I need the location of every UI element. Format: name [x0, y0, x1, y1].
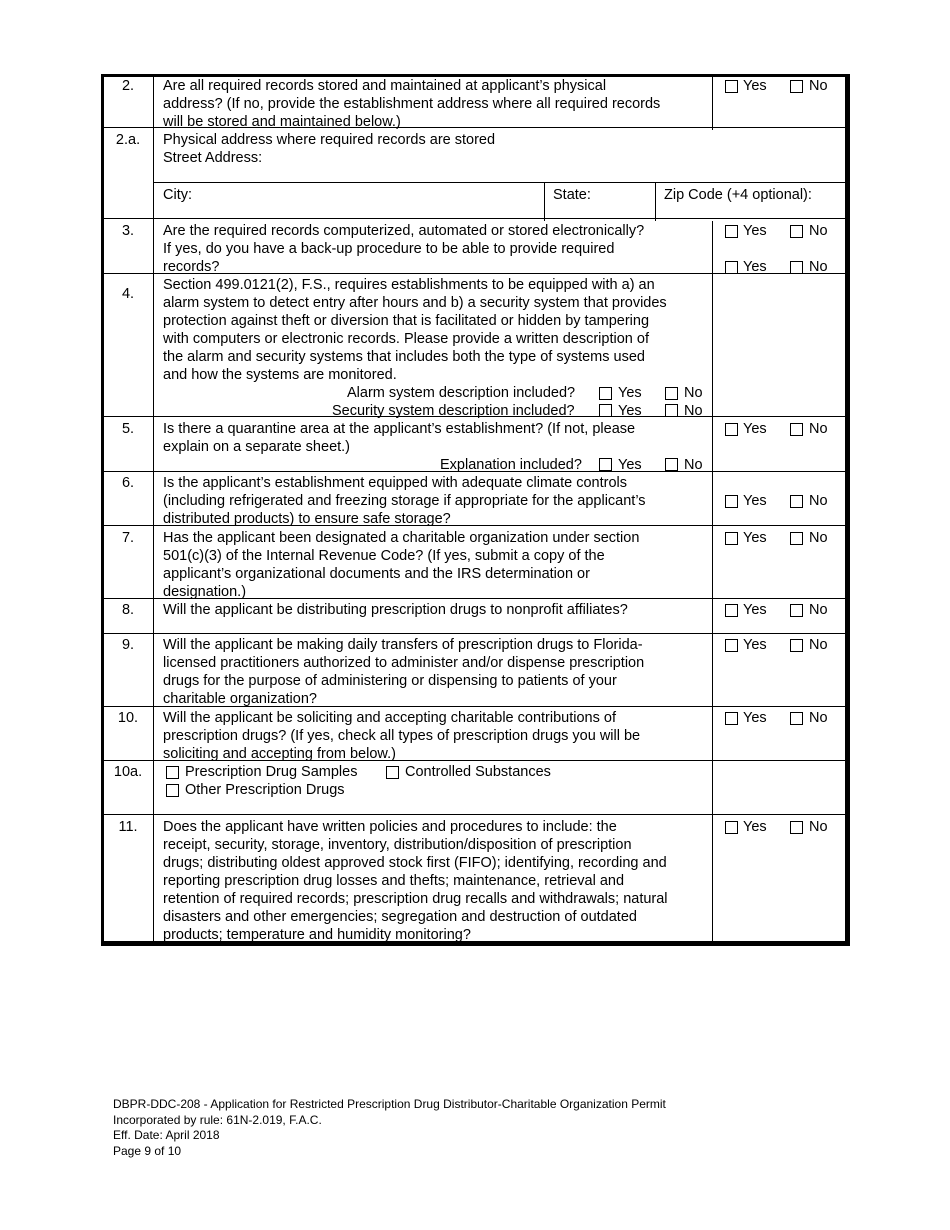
question-text: soliciting and accepting from below.): [163, 746, 396, 762]
no-checkbox[interactable]: [790, 639, 803, 652]
row-number: 8.: [121, 602, 135, 618]
zip-label: Zip Code (+4 optional):: [664, 187, 812, 203]
no-checkbox[interactable]: [790, 821, 803, 834]
question-text: alarm system to detect entry after hours and b) a security system that provides: [163, 295, 667, 311]
question-text: drugs; distributing oldest approved stock first (FIFO); identifying, recording and: [163, 855, 667, 871]
question-text: prescription drugs? (If yes, check all types of prescription drugs you will be: [163, 728, 641, 744]
row-number: 4.: [121, 286, 135, 302]
row-number: 2.a.: [115, 132, 141, 148]
samples-label: Prescription Drug Samples: [185, 764, 358, 780]
row-divider: [104, 814, 845, 815]
row-number: 2.: [121, 78, 135, 94]
no-label: No: [809, 637, 828, 653]
question-text: Will the applicant be soliciting and accepting charitable contributions of: [163, 710, 616, 726]
question-text: Does the applicant have written policies and procedures to include: the: [163, 819, 617, 835]
security-yes-checkbox[interactable]: [599, 404, 612, 417]
footer-page-number: Page 9 of 10: [113, 1143, 182, 1158]
state-label: State:: [553, 187, 591, 203]
backup-no-checkbox[interactable]: [790, 261, 803, 274]
no-checkbox[interactable]: [790, 495, 803, 508]
question-text: explain on a separate sheet.): [163, 439, 351, 455]
alarm-yes-checkbox[interactable]: [599, 387, 612, 400]
question-text: Is the applicant’s establishment equipped with adequate climate controls: [163, 475, 628, 491]
question-text: protection against theft or diversion that is facilitated or hidden by tampering: [163, 313, 650, 329]
street-address-label: Street Address:: [163, 150, 263, 166]
question-text: Has the applicant been designated a charitable organization under section: [163, 530, 640, 546]
no-label: No: [809, 421, 828, 437]
question-text: 501(c)(3) of the Internal Revenue Code? (If yes, submit a copy of the: [163, 548, 605, 564]
col-divider-zip: [655, 183, 656, 221]
question-text: disasters and other emergencies; segregation and destruction of outdated: [163, 909, 637, 925]
footer-form-title: DBPR-DDC-208 - Application for Restricted Prescription Drug Distributor-Charitable Organization Permit: [113, 1097, 666, 1111]
question-text: retention of required records; prescription drug recalls and withdrawals; natural: [163, 891, 668, 907]
no-label: No: [809, 78, 828, 94]
city-label: City:: [163, 187, 192, 203]
row-divider: [104, 633, 845, 634]
yes-label: Yes: [743, 602, 767, 618]
yes-checkbox[interactable]: [725, 80, 738, 93]
row-number: 6.: [121, 475, 135, 491]
other-drugs-checkbox[interactable]: [166, 784, 179, 797]
question-text: Is there a quarantine area at the applicant’s establishment? (If not, please: [163, 421, 636, 437]
row-number: 10a.: [113, 764, 143, 780]
question-text: (including refrigerated and freezing storage if appropriate for the applicant’s: [163, 493, 646, 509]
no-checkbox[interactable]: [790, 80, 803, 93]
question-text: Are all required records stored and maintained at applicant’s physical: [163, 78, 607, 94]
question-text: designation.): [163, 584, 247, 600]
col-divider-answer-2: [712, 221, 713, 941]
yes-label: Yes: [743, 637, 767, 653]
question-text: products; temperature and humidity monitoring?: [163, 927, 471, 943]
security-question: Security system description included?: [332, 403, 575, 419]
no-label: No: [684, 457, 703, 473]
controlled-substances-checkbox[interactable]: [386, 766, 399, 779]
question-text: Will the applicant be distributing prescription drugs to nonprofit affiliates?: [163, 602, 628, 618]
no-label: No: [684, 403, 703, 419]
no-label: No: [809, 259, 828, 275]
yes-checkbox[interactable]: [725, 712, 738, 725]
alarm-question: Alarm system description included?: [347, 385, 576, 401]
row-number: 7.: [121, 530, 135, 546]
question-text: distributed products) to ensure safe storage?: [163, 511, 451, 527]
yes-checkbox[interactable]: [725, 821, 738, 834]
explanation-question: Explanation included?: [440, 457, 582, 473]
question-text: records?: [163, 259, 220, 275]
question-text: drugs for the purpose of administering or dispensing to patients of your: [163, 673, 617, 689]
question-text: reporting prescription drug losses and thefts; maintenance, retrieval and: [163, 873, 625, 889]
yes-checkbox[interactable]: [725, 423, 738, 436]
question-text: If yes, do you have a back-up procedure to be able to provide required: [163, 241, 615, 257]
footer-rule: Incorporated by rule: 61N-2.019, F.A.C.: [113, 1112, 322, 1127]
no-label: No: [809, 602, 828, 618]
no-label: No: [684, 385, 703, 401]
question-text: Are the required records computerized, automated or stored electronically?: [163, 223, 645, 239]
question-text: the alarm and security systems that includes both the type of systems used: [163, 349, 645, 365]
footer-effective-date: Eff. Date: April 2018: [113, 1128, 220, 1142]
security-no-checkbox[interactable]: [665, 404, 678, 417]
explanation-yes-checkbox[interactable]: [599, 458, 612, 471]
row-number: 10.: [117, 710, 139, 726]
yes-label: Yes: [618, 385, 642, 401]
no-checkbox[interactable]: [790, 712, 803, 725]
no-label: No: [809, 530, 828, 546]
yes-label: Yes: [618, 403, 642, 419]
col-divider-number: [153, 77, 154, 941]
samples-checkbox[interactable]: [166, 766, 179, 779]
yes-label: Yes: [743, 530, 767, 546]
alarm-no-checkbox[interactable]: [665, 387, 678, 400]
row-divider: [153, 182, 845, 183]
row-number: 9.: [121, 637, 135, 653]
question-text: Will the applicant be making daily transfers of prescription drugs to Florida-: [163, 637, 643, 653]
yes-label: Yes: [743, 493, 767, 509]
question-text: receipt, security, storage, inventory, distribution/disposition of prescription: [163, 837, 632, 853]
backup-yes-checkbox[interactable]: [725, 261, 738, 274]
no-label: No: [809, 710, 828, 726]
yes-checkbox[interactable]: [725, 495, 738, 508]
no-checkbox[interactable]: [790, 532, 803, 545]
form-footer: [113, 1097, 666, 1159]
no-label: No: [809, 223, 828, 239]
question-text: Section 499.0121(2), F.S., requires establishments to be equipped with a) an: [163, 277, 655, 293]
no-checkbox[interactable]: [790, 423, 803, 436]
yes-label: Yes: [743, 421, 767, 437]
row-divider: [104, 218, 845, 219]
yes-label: Yes: [743, 710, 767, 726]
row-number: 5.: [121, 421, 135, 437]
yes-checkbox[interactable]: [725, 532, 738, 545]
yes-checkbox[interactable]: [725, 604, 738, 617]
explanation-no-checkbox[interactable]: [665, 458, 678, 471]
question-text: Physical address where required records are stored: [163, 132, 496, 148]
yes-label: Yes: [743, 223, 767, 239]
no-checkbox[interactable]: [790, 225, 803, 238]
question-text: and how the systems are monitored.: [163, 367, 397, 383]
row-number: 3.: [121, 223, 135, 239]
col-divider-answer: [712, 77, 713, 130]
question-text: address? (If no, provide the establishment address where all required records: [163, 96, 661, 112]
question-text: applicant’s organizational documents and the IRS determination or: [163, 566, 590, 582]
no-label: No: [809, 493, 828, 509]
controlled-substances-label: Controlled Substances: [405, 764, 551, 780]
question-text: with computers or electronic records. Please provide a written description of: [163, 331, 649, 347]
other-drugs-label: Other Prescription Drugs: [185, 782, 345, 798]
yes-checkbox[interactable]: [725, 225, 738, 238]
yes-label: Yes: [743, 259, 767, 275]
question-text: charitable organization?: [163, 691, 317, 707]
yes-checkbox[interactable]: [725, 639, 738, 652]
yes-label: Yes: [743, 78, 767, 94]
col-divider-state: [544, 183, 545, 221]
no-checkbox[interactable]: [790, 604, 803, 617]
no-label: No: [809, 819, 828, 835]
form-table: [101, 74, 850, 946]
question-text: licensed practitioners authorized to administer and/or dispense prescription: [163, 655, 645, 671]
row-number: 11.: [118, 819, 138, 835]
yes-label: Yes: [743, 819, 767, 835]
yes-label: Yes: [618, 457, 642, 473]
question-text: will be stored and maintained below.): [163, 114, 401, 130]
